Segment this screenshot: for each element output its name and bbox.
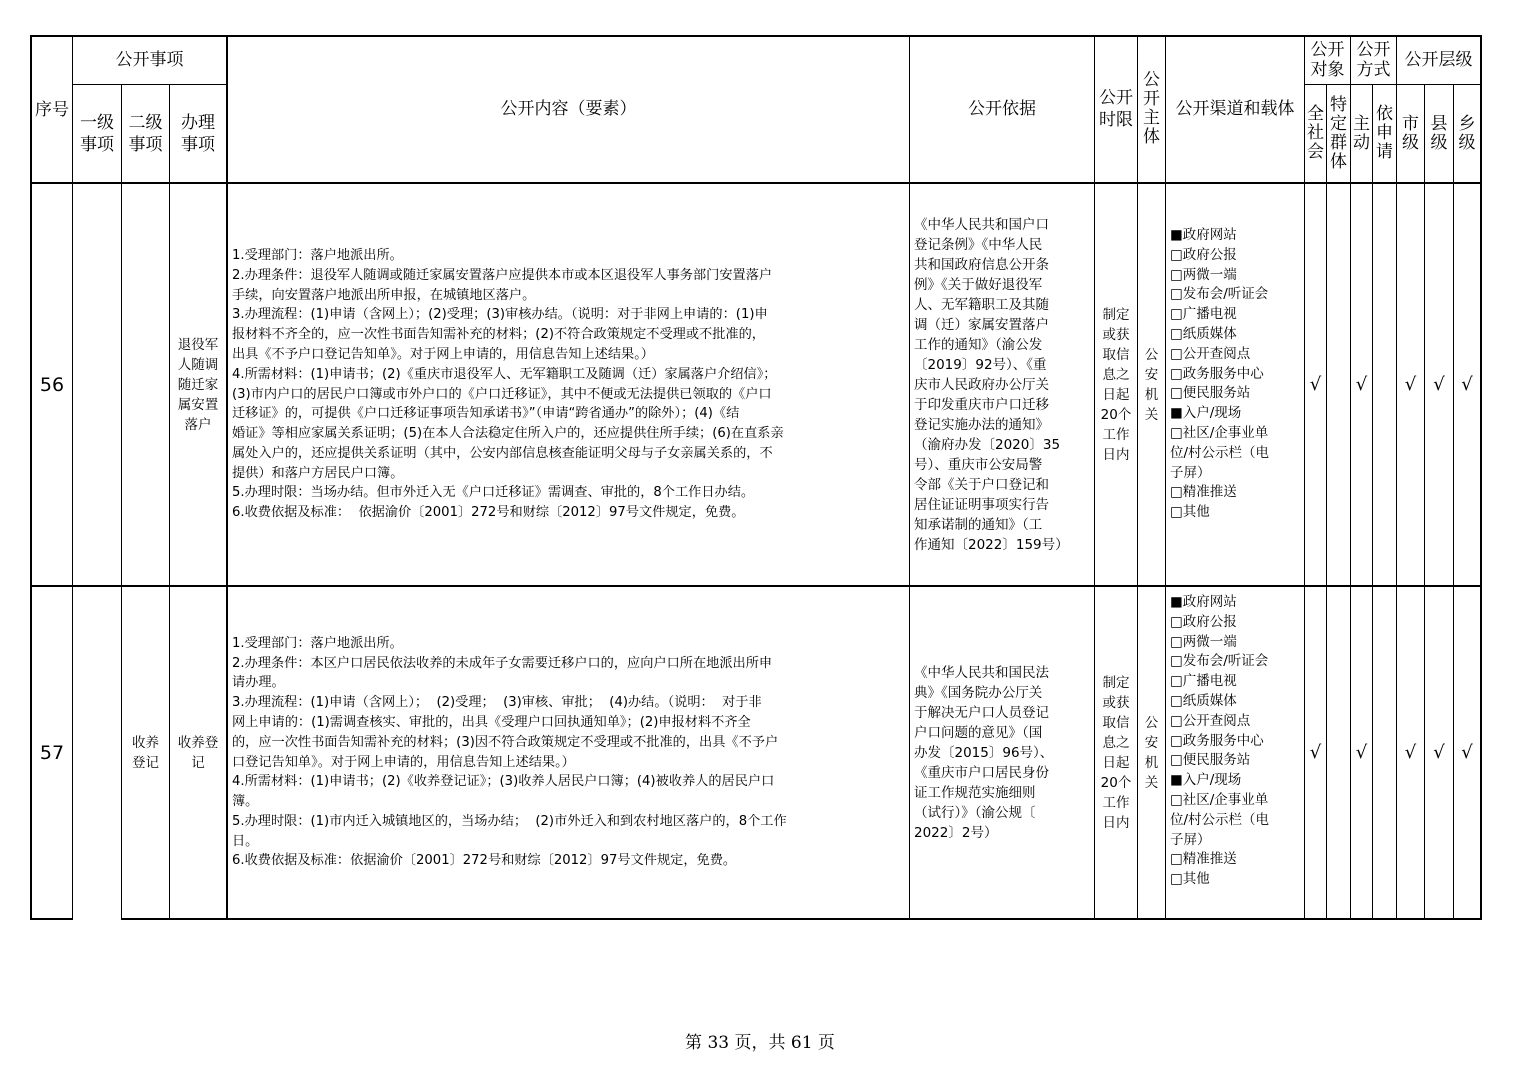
row-check-all-society: √ [1309,374,1322,395]
header-channel: 公开渠道和载体 [1175,99,1295,119]
row-57-bottom-border-left [30,918,73,920]
header-target-all: 全 社 会 [1307,104,1324,162]
row-seq: 57 [39,741,65,764]
channel-item: □公开查阅点 [1170,712,1251,729]
header-public-items: 公开事项 [115,50,184,70]
channel-item: □广播电视 [1170,306,1237,323]
row-check-active: √ [1355,742,1368,763]
row-handling: 退役军 人随调 随迁家 属安置 落户 [177,336,219,433]
channel-item: 位/村公示栏（电 [1170,811,1270,828]
row-level1 [73,587,121,918]
row-level2: 收养 登记 [132,734,159,771]
header-handling: 办理 事项 [181,112,215,155]
row-basis: 《中华人民共和国民法 典》《国务院办公厅关 于解决无户口人员登记 户口问题的意见》（国 办发〔2015〕96号）、 《重庆市户口居民身份 证工作规范实施细则 （试行）》（渝公规〔 2022〕2号） [914,664,1054,841]
header-content: 公开内容（要素） [500,99,637,119]
row-content: 1.受理部门：落户地派出所。 2.办理条件：退役军人随调或随迁家属安置落户应提供本市或本区退役军人事务部门安置落户 手续，向安置落户地派出所申报，在城镇地区落户。 3.办理流程：(1)申请（含网上）；(2)受理；(3)审核办结。（说明：对于非网上申请的：(1)申 报材料不齐全的，应一次性书面告知需补充的材料；(2)不符合政策规定不受理或不批准的， 出具《不予户口登记告知单》。对于网上申请的，用信息告知上述结果。） 4.所需材料：(1)申请书；(2)《重庆市退役军人、无军籍职工及随调（迁）家属落户介绍信》； (3)市内户口的居民户口簿或市外户口的《户口迁移证》，其中不便或无法提供已领取的《户口 迁移证》的，可提供《户口迁移证事项告知承诺书》”（申请“跨省通办”的除外）；(4)《结 婚证》等相应家属关系证明；(5)在本人合法稳定住所入户的，还应提供住所手续；(6)在直系亲 属处入户的，还应提供关系证明（其中，公安内部信息核查能证明父母与子女亲属关系的，不 提供）和落户方居民户口簿。 5.办理时限：当场办结。但市外迁入无《户口迁移证》需调查、审批的，8个工作日办结。 6.收费依据及标准： 依据渝价〔2001〕272号和财综〔2012〕97号文件规定，免费。 [232,247,784,521]
row-57-bottom-border [121,918,1482,920]
channel-item: □两微一端 [1170,633,1237,650]
channel-item: □公开查阅点 [1170,345,1251,362]
channel-item: ■入户/现场 [1170,772,1242,789]
channel-item: □政府公报 [1170,613,1237,630]
channel-item: □便民服务站 [1170,385,1251,402]
channel-item: □其他 [1170,504,1210,521]
row-check-all-society: √ [1309,742,1322,763]
row-time-limit: 制定 或获 取信 息之 日起 20个 工作 日内 [1100,674,1132,831]
row-check-town: √ [1461,374,1473,395]
row-check-city: √ [1404,374,1417,395]
col-border-right [1480,35,1482,920]
channel-item: 子屏） [1170,464,1211,481]
row-time-limit: 制定 或获 取信 息之 日起 20个 工作 日内 [1100,306,1132,463]
row-check-apply [1373,184,1396,585]
row-level2 [122,184,169,585]
header-subject: 公 开 主 体 [1143,70,1160,147]
channel-item: □纸质媒体 [1170,692,1237,709]
header-level2: 二级 事项 [128,112,163,155]
row-channel-list [1170,226,1304,523]
row-seq: 56 [39,373,65,396]
channel-item: □精准推送 [1170,484,1237,501]
channel-item: □便民服务站 [1170,752,1251,769]
row-subject: 公 安 机 关 [1144,714,1159,791]
header-method-apply: 依 申 请 [1376,104,1393,162]
header-level-town: 乡 级 [1458,113,1476,153]
row-check-town: √ [1461,742,1473,763]
header-level-city: 市 级 [1402,113,1419,153]
row-handling: 收养登 记 [177,734,219,771]
page-number-footer: 第 33 页，共 61 页 [685,1033,835,1053]
channel-item: □社区/企事业单 [1170,791,1269,808]
row-check-specific-group [1327,587,1350,918]
channel-item: □精准推送 [1170,851,1237,868]
row-check-city: √ [1404,742,1417,763]
header-level-county: 县 级 [1430,113,1448,153]
row-check-apply [1373,587,1396,918]
channel-item: 子屏） [1170,831,1211,848]
channel-item: □政务服务中心 [1170,365,1264,382]
channel-item: □政务服务中心 [1170,732,1264,749]
row-content: 1.受理部门：落户地派出所。 2.办理条件：本区户口居民依法收养的未成年子女需要迁移户口的，应向户口所在地派出所申 请办理。 3.办理流程：(1)申请（含网上）； (2)受理； (3)审核、审批； (4)办结。（说明： 对于非 网上申请的：(1)需调查核实、审批的，出具《受理户口回执通知单》；(2)申报材料不齐全 的，应一次性书面告知需补充的材料；(3)因不符合政策规定不受理或不批准的，出具《不予户 口登记告知单》。对于网上申请的，用信息告知上述结果。） 4.所需材料：(1)申请书；(2)《收养登记证》；(3)收养人居民户口簿；(4)被收养人的居民户口 簿。 5.办理时限：(1)市内迁入城镇地区的，当场办结； (2)市外迁入和到农村地区落户的，8个工作 日。 6.收费依据及标准：依据渝价〔2001〕272号和财综〔2012〕97号文件规定，免费。 [232,635,787,869]
channel-item: □两微一端 [1170,266,1237,283]
channel-item: ■政府网站 [1170,227,1237,243]
channel-item: 位/村公示栏（电 [1170,444,1270,461]
header-seq: 序号 [35,99,69,120]
row-check-county: √ [1433,742,1445,763]
row-subject: 公 安 机 关 [1144,346,1159,423]
channel-item: □政府公报 [1170,246,1237,263]
header-level: 公开层级 [1404,50,1473,70]
header-time-limit: 公开 时限 [1099,88,1133,130]
header-target-specific: 特 定 群 体 [1330,94,1347,172]
header-method-active: 主 动 [1353,113,1370,153]
header-target: 公开 对象 [1310,40,1345,80]
channel-item: ■入户/现场 [1170,405,1242,422]
row-level1 [73,184,121,585]
row-check-county: √ [1433,374,1445,395]
channel-item: □发布会/听证会 [1170,286,1269,303]
channel-item: □其他 [1170,871,1210,888]
header-method: 公开 方式 [1356,40,1391,80]
channel-item: □发布会/听证会 [1170,653,1269,670]
header-level1: 一级 事项 [80,112,114,155]
channel-item: □广播电视 [1170,673,1237,690]
channel-item: □纸质媒体 [1170,325,1237,342]
row-check-specific-group [1327,184,1350,585]
channel-item: ■政府网站 [1170,594,1237,610]
row-check-active: √ [1355,374,1368,395]
channel-item: □社区/企事业单 [1170,424,1269,441]
row-channel-list [1170,593,1304,890]
row-basis: 《中华人民共和国户口 登记条例》《中华人民 共和国政府信息公开条 例》《关于做好退役军 人、无军籍职工及其随 调（迁）家属安置落户 工作的通知》（渝公发 〔2019〕92号）、《重 庆市人民政府办公厅关 于印发重庆市户口迁移 登记实施办法的通知》 （渝府办发〔2020〕35 号）、重庆市公安局警 令部《关于户口登记和 居住证证明事项实行告 知承诺制的通知》（工 作通知〔2022〕159号） [914,216,1069,553]
header-basis: 公开依据 [968,99,1036,119]
